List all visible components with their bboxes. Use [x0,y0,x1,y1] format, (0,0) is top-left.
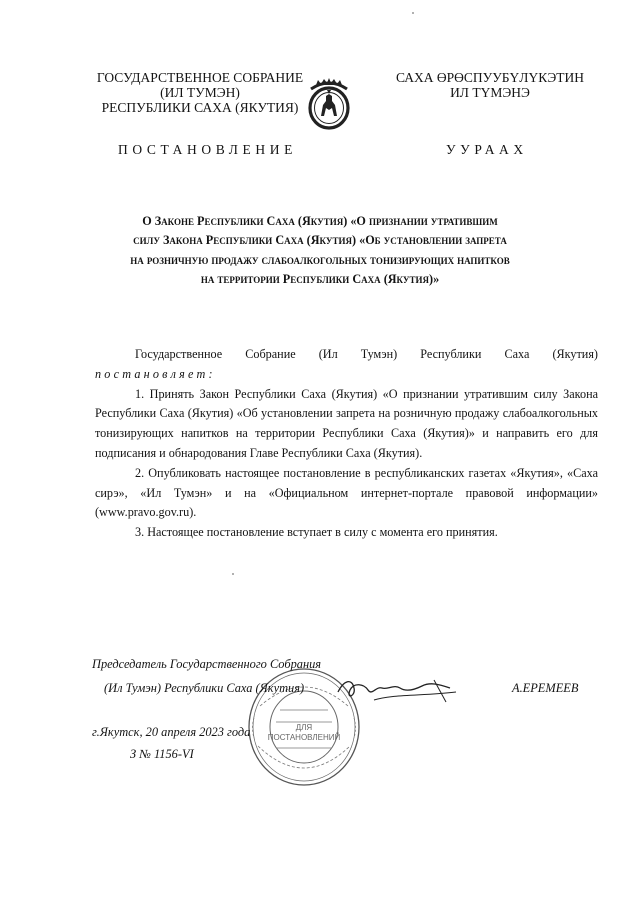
header-left-organization [80,70,320,115]
header-left-line-1: ГОСУДАРСТВЕННОЕ СОБРАНИЕ [96,70,304,85]
header-right-line-2: ИЛ ТҮМЭНЭ [450,85,530,100]
scan-speck [412,12,414,14]
header-right-line-1: САХА ӨРӨСПУУБҮЛҮКЭТИН [395,70,585,85]
document-title [100,212,540,289]
header-left-line-3: РЕСПУБЛИКИ САХА (ЯКУТИЯ) [101,100,299,115]
header-left-line-2: (ИЛ ТУМЭН) [160,85,240,100]
title-line: силу Закона Республики Саха (Якутия) «Об установлении запрета [133,233,507,248]
header-right-organization [380,70,600,100]
coat-of-arms-emblem-icon [306,77,352,131]
stamp-center-line-1: ДЛЯ [295,723,313,732]
signer-position-line-1: Председатель Государственного Собрания [92,657,322,671]
title-line: на розничную продажу слабоалкогольных тонизирующих напитков [130,252,510,267]
document-date-place: г.Якутск, 20 апреля 2023 года [92,725,251,739]
doc-type-yakut: УУРААХ [446,142,528,157]
document-body [95,345,598,543]
signer-name: А.ЕРЕМЕЕВ [512,681,579,695]
title-line: на территории Республики Саха (Якутия)» [200,271,440,286]
document-number: З № 1156-VI [130,747,194,761]
signer-position-line-2: (Ил Тумэн) Республики Саха (Якутия) [104,681,305,695]
body-item-1: 1. Принять Закон Республики Саха (Якутия) «О признании утратившим силу Закона Республики Саха (Якутия) «Об установлении запрета на розничную продажу слабоалкогольных тонизирующих напитков на территории Республики Саха (Якутия)» и направить его для подписания и обнародования Главе Республики Саха (Якутия). [95,386,598,460]
decree-word: постановляет: [95,366,216,381]
body-item-3: 3. Настоящее постановление вступает в силу с момента его принятия. [135,525,498,540]
body-intro: Государственное Собрание (Ил Тумэн) Республики Саха (Якутия) [135,347,598,361]
scan-speck [232,573,234,575]
doc-type-russian: ПОСТАНОВЛЕНИЕ [118,142,297,157]
handwritten-signature-icon [334,670,462,708]
body-decree-word [95,365,598,385]
title-line: О Законе Республики Саха (Якутия) «О признании утратившим [142,214,498,228]
stamp-center-line-2: ПОСТАНОВЛЕНИЙ [267,733,341,742]
body-item-2: 2. Опубликовать настоящее постановление в республиканских газетах «Якутия», «Саха сирэ», «Ил Тумэн» и на «Официальном интернет-портале правовой информации» (www.pravo.gov.ru). [95,465,598,520]
